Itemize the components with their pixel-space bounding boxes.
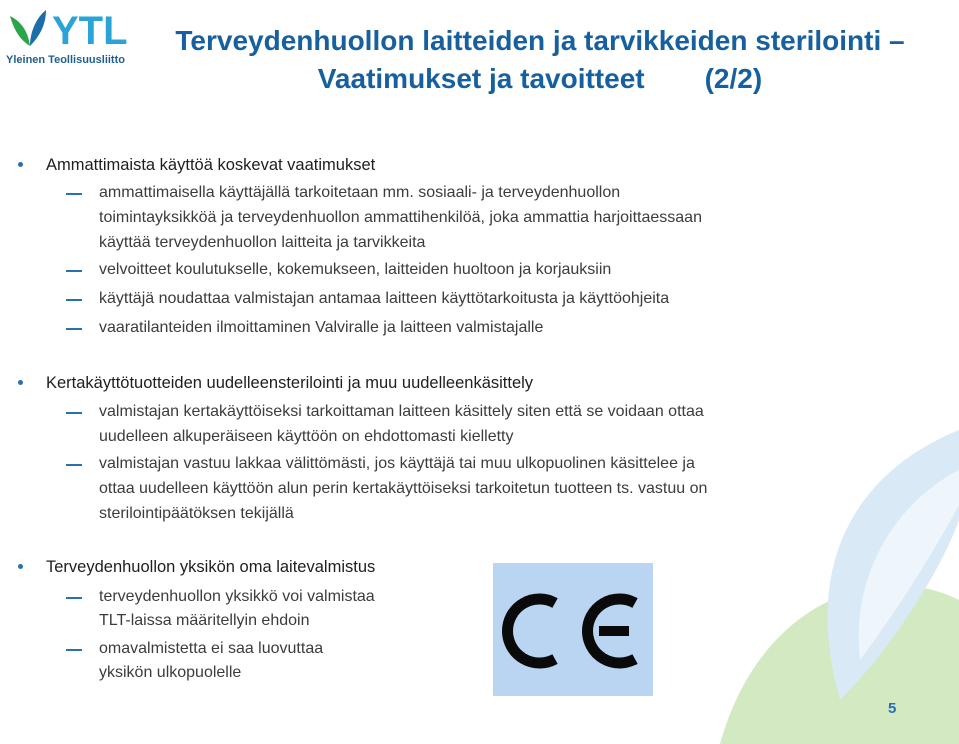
list-item-line: vaaratilanteiden ilmoittaminen Valviralle ja laitteen valmistajalle [99,319,544,336]
list-item-line: omavalmistetta ei saa luovuttaa [99,640,324,657]
list-item-line: terveydenhuollon yksikkö voi valmistaa [99,588,375,605]
bullet-dot [18,380,23,385]
list-item-line: velvoitteet koulutukselle, kokemukseen, laitteiden huoltoon ja korjauksiin [99,261,612,278]
dash-marker [66,328,82,330]
logo-subtitle: Yleinen Teollisuusliitto [6,54,125,66]
page-title [150,22,930,98]
bullet-dot [18,162,23,167]
section-heading-text: Ammattimaista käyttöä koskevat vaatimukset [46,156,376,174]
title-line-2 [150,60,930,98]
list-item-line: yksikön ulkopuolelle [99,664,242,681]
list-item-line: ottaa uudelleen käyttöön alun perin kertakäyttöiseksi tarkoitetun tuotteen ts. vastuu on [99,480,708,497]
page-number: 5 [888,700,897,717]
section-heading-text: Terveydenhuollon yksikön oma laitevalmistus [46,558,376,576]
title-line-2-text: Vaatimukset ja tavoitteet [317,63,645,94]
title-page-ref: (2/2) [704,63,763,94]
list-item-line: käyttää terveydenhuollon laitteita ja tarvikkeita [99,234,426,251]
dash-marker [66,649,82,651]
dash-marker [66,299,82,301]
list-item-line: TLT-laissa määritellyin ehdoin [99,612,310,629]
ce-mark [493,563,653,696]
list-item-line: sterilointipäätöksen tekijällä [99,505,294,522]
list-item-line: uudelleen alkuperäiseen käyttöön on ehdottomasti kielletty [99,428,514,445]
dash-marker [66,193,82,195]
list-item-line: toimintayksikköä ja terveydenhuollon ammattihenkilöä, joka ammattia harjoittaessaan [99,209,702,226]
dash-marker [66,597,82,599]
title-line-1: Terveydenhuollon laitteiden ja tarvikkeiden sterilointi – [175,25,905,56]
section-heading-text: Kertakäyttötuotteiden uudelleensterilointi ja muu uudelleenkäsittely [46,374,534,392]
bullet-dot [18,564,23,569]
dash-marker [66,464,82,466]
list-item-line: käyttäjä noudattaa valmistajan antamaa laitteen käyttötarkoitusta ja käyttöohjeita [99,290,670,307]
ce-mark-icon [493,563,653,696]
logo-brand-text: YTL [52,9,128,53]
logo-mark [6,6,156,54]
list-item-line: valmistajan kertakäyttöiseksi tarkoittaman laitteen käsittely siten että se voidaan ottaa [99,403,704,420]
list-item-line: valmistajan vastuu lakkaa välittömästi, jos käyttäjä tai muu ulkopuolinen käsittelee ja [99,455,695,472]
dash-marker [66,270,82,272]
dash-marker [66,412,82,414]
list-item-line: ammattimaisella käyttäjällä tarkoitetaan mm. sosiaali- ja terveydenhuollon [99,184,621,201]
ytl-logo [6,6,156,70]
